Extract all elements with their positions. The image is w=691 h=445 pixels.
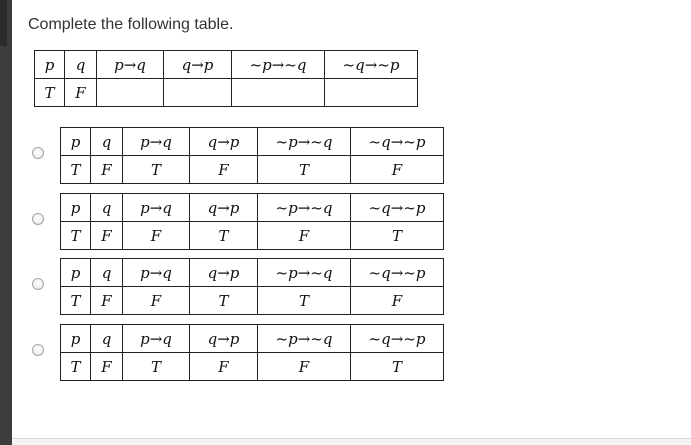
header-cell-q-implies-p: q→p xyxy=(190,128,258,156)
value-cell-q-implies-p: F xyxy=(190,353,258,381)
header-row xyxy=(35,51,418,79)
value-cell-p: T xyxy=(61,156,91,184)
value-cell-p-implies-q: F xyxy=(123,287,190,315)
value-cell-inverse: F xyxy=(258,353,351,381)
header-cell-p-implies-q: p→q xyxy=(123,128,190,156)
value-cell-p-implies-q: T xyxy=(123,156,190,184)
footer-strip xyxy=(12,439,691,445)
value-cell-p: T xyxy=(61,222,91,250)
header-cell-p: p xyxy=(61,259,91,287)
header-cell-p-implies-q: p→q xyxy=(97,51,164,79)
value-cell-q: F xyxy=(91,222,123,250)
header-cell-contrapositive: ~q→~p xyxy=(351,259,444,287)
header-row xyxy=(61,194,444,222)
left-sidebar-bar xyxy=(0,0,12,445)
sidebar-tab xyxy=(0,0,7,46)
value-cell-q: F xyxy=(91,353,123,381)
value-cell-inverse xyxy=(232,79,325,107)
value-cell-contrapositive: T xyxy=(351,222,444,250)
option-d-truth-table[interactable] xyxy=(60,324,444,381)
header-row xyxy=(61,259,444,287)
value-cell-p-implies-q: T xyxy=(123,353,190,381)
value-cell-q: F xyxy=(91,287,123,315)
value-cell-q-implies-p xyxy=(164,79,232,107)
header-cell-contrapositive: ~q→~p xyxy=(351,194,444,222)
question-truth-table xyxy=(34,50,418,107)
value-row xyxy=(61,353,444,381)
value-cell-q-implies-p: F xyxy=(190,156,258,184)
header-cell-q-implies-p: q→p xyxy=(190,259,258,287)
header-cell-p: p xyxy=(61,128,91,156)
header-cell-inverse: ~p→~q xyxy=(258,259,351,287)
header-cell-q-implies-p: q→p xyxy=(190,194,258,222)
header-cell-q: q xyxy=(91,259,123,287)
header-cell-q-implies-p: q→p xyxy=(164,51,232,79)
value-cell-inverse: T xyxy=(258,156,351,184)
header-cell-inverse: ~p→~q xyxy=(232,51,325,79)
header-cell-p: p xyxy=(35,51,65,79)
value-cell-p-implies-q xyxy=(97,79,164,107)
value-row xyxy=(61,156,444,184)
option-a-truth-table[interactable] xyxy=(60,127,444,184)
value-cell-q: F xyxy=(91,156,123,184)
value-cell-q-implies-p: T xyxy=(190,287,258,315)
option-b-truth-table[interactable] xyxy=(60,193,444,250)
value-cell-inverse: T xyxy=(258,287,351,315)
header-cell-q: q xyxy=(65,51,97,79)
header-cell-q-implies-p: q→p xyxy=(190,325,258,353)
header-cell-inverse: ~p→~q xyxy=(258,325,351,353)
header-cell-p-implies-q: p→q xyxy=(123,194,190,222)
header-cell-q: q xyxy=(91,325,123,353)
header-cell-p-implies-q: p→q xyxy=(123,259,190,287)
option-c-truth-table[interactable] xyxy=(60,258,444,315)
header-cell-contrapositive: ~q→~p xyxy=(351,128,444,156)
value-cell-inverse: F xyxy=(258,222,351,250)
header-row xyxy=(61,325,444,353)
value-row xyxy=(61,287,444,315)
option-d-radio-button[interactable] xyxy=(32,344,44,356)
header-cell-q: q xyxy=(91,128,123,156)
header-cell-contrapositive: ~q→~p xyxy=(351,325,444,353)
option-c-radio-button[interactable] xyxy=(32,278,44,290)
value-cell-contrapositive xyxy=(325,79,418,107)
value-row xyxy=(61,222,444,250)
value-cell-p: T xyxy=(61,287,91,315)
value-cell-p-implies-q: F xyxy=(123,222,190,250)
header-row xyxy=(61,128,444,156)
header-cell-contrapositive: ~q→~p xyxy=(325,51,418,79)
header-cell-p: p xyxy=(61,194,91,222)
value-cell-contrapositive: F xyxy=(351,287,444,315)
value-cell-contrapositive: F xyxy=(351,156,444,184)
header-cell-p-implies-q: p→q xyxy=(123,325,190,353)
header-cell-q: q xyxy=(91,194,123,222)
option-a-radio-button[interactable] xyxy=(32,147,44,159)
value-cell-p: T xyxy=(61,353,91,381)
value-cell-q-implies-p: T xyxy=(190,222,258,250)
value-cell-contrapositive: T xyxy=(351,353,444,381)
value-cell-q: F xyxy=(65,79,97,107)
header-cell-inverse: ~p→~q xyxy=(258,194,351,222)
option-b-radio-button[interactable] xyxy=(32,213,44,225)
value-cell-p: T xyxy=(35,79,65,107)
header-cell-p: p xyxy=(61,325,91,353)
header-cell-inverse: ~p→~q xyxy=(258,128,351,156)
question-prompt: Complete the following table. xyxy=(28,16,234,33)
value-row xyxy=(35,79,418,107)
